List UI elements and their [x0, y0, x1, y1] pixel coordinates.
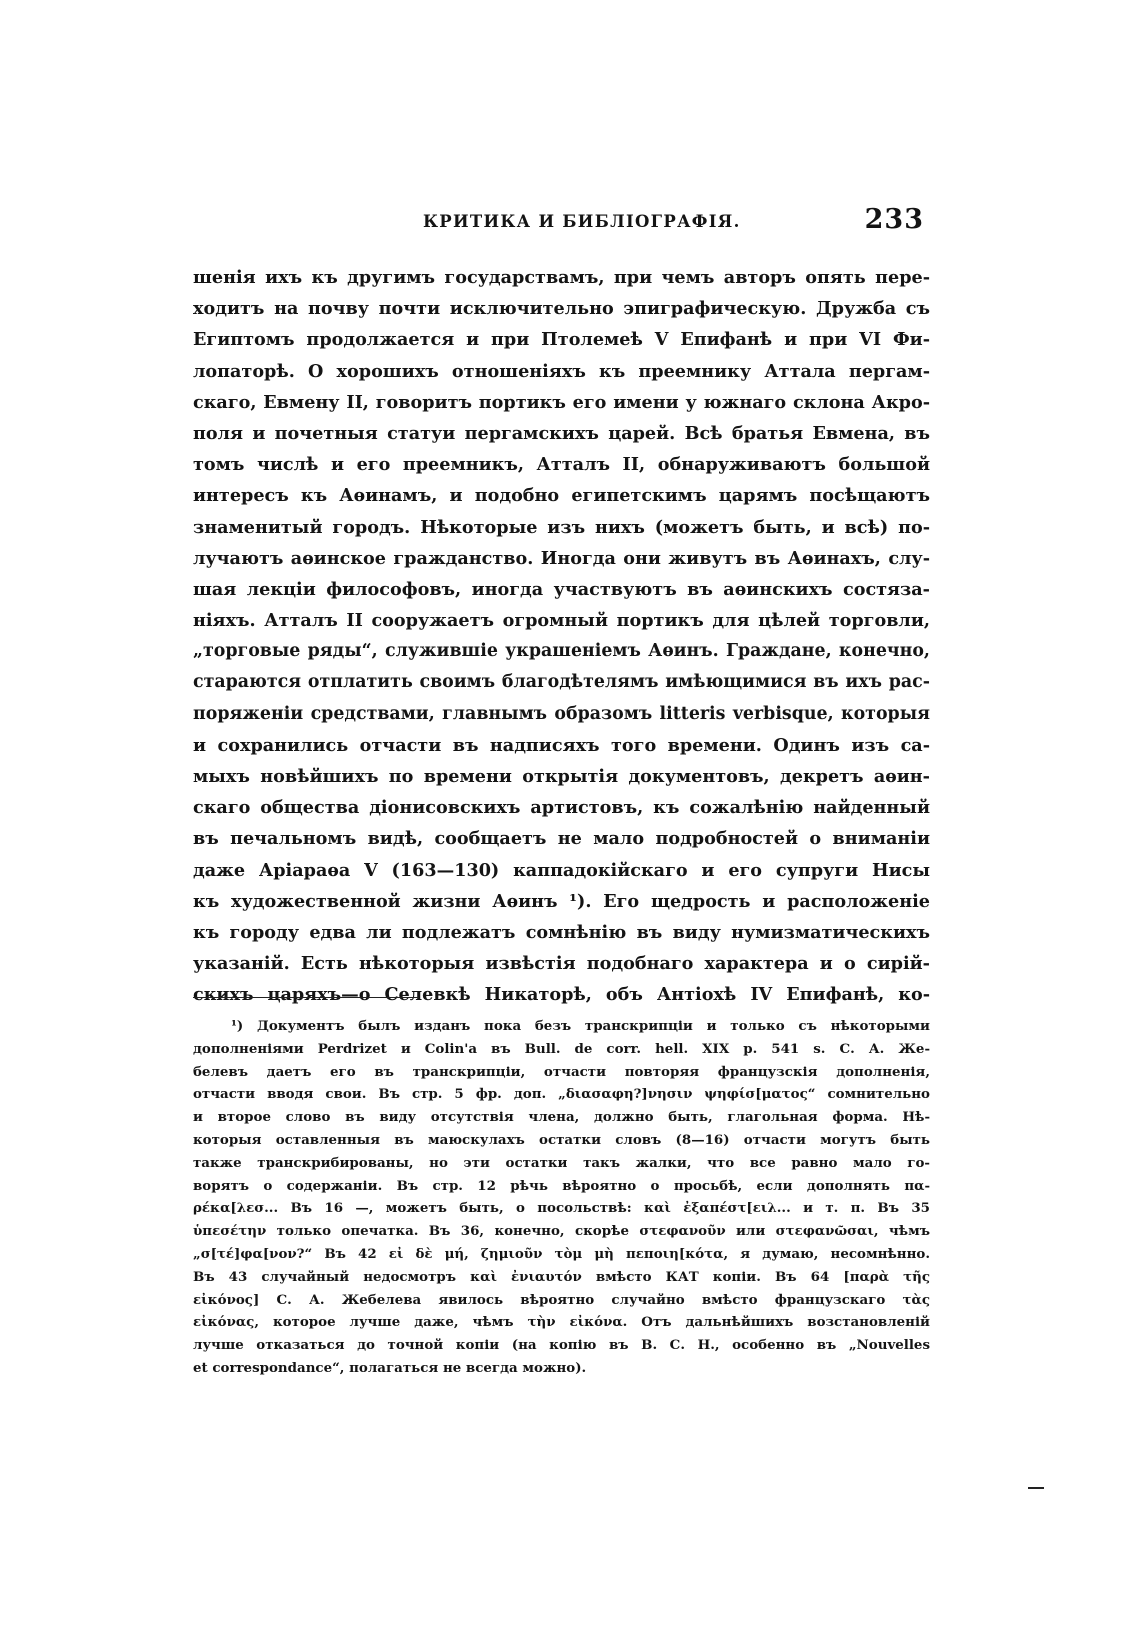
text-line: Египтомъ продолжается и при Птолемеѣ V Епифанѣ и при VI Фи-	[193, 329, 930, 351]
text-line: къ художественной жизни Аѳинъ ¹). Его щедрость и расположеніе	[193, 890, 930, 912]
text-line: томъ числѣ и его преемникъ, Атталъ II, обнаруживаютъ большой	[193, 454, 930, 476]
text-line: ходитъ на почву почти исключительно эпиграфическую. Дружба съ	[193, 298, 930, 320]
text-line: поряженіи средствами, главнымъ образомъ litteris verbisque, которыя	[193, 703, 930, 724]
text-line: скаго, Евмену II, говоритъ портикъ его имени у южнаго склона Акро-	[193, 391, 930, 413]
text-line: къ городу едва ли подлежатъ сомнѣнію въ виду нумизматическихъ	[193, 921, 930, 943]
text-line: скихъ царяхъ—о Селевкѣ Никаторѣ, объ Антіохѣ IV Епифанѣ, ко-	[193, 984, 930, 1006]
margin-mark	[1028, 1487, 1044, 1489]
text-line: интересъ къ Аѳинамъ, и подобно египетскимъ царямъ посѣщаютъ	[193, 485, 930, 507]
text-line: поля и почетныя статуи пергамскихъ царей. Всѣ братья Евмена, въ	[193, 422, 930, 444]
footnote-line: которыя оставленныя въ маюскулахъ остатки словъ (8—16) отчасти могутъ быть	[193, 1131, 930, 1148]
page-header	[193, 204, 930, 248]
footnote-divider	[193, 997, 419, 998]
running-title: КРИТИКА И БИБЛІОГРАФІЯ.	[423, 212, 741, 231]
text-line: лопаторѣ. О хорошихъ отношеніяхъ къ преемнику Аттала пергам-	[193, 360, 930, 382]
footnote-line: и второе слово въ виду отсутствія члена, должно быть, глагольная форма. Нѣ-	[193, 1109, 930, 1126]
main-text	[193, 262, 930, 1011]
footnote	[193, 1015, 930, 1380]
footnote-line: ὑπεσέτην только опечатка. Въ 36, конечно, скорѣе στεφανοῦν или στεφανῶσαι, чѣмъ	[193, 1223, 930, 1240]
footnote-line: ворятъ о содержаніи. Въ стр. 12 рѣчь вѣроятно о просьбѣ, если дополнять πα-	[193, 1177, 930, 1194]
footnote-line: лучше отказаться до точной копіи (на копію въ В. С. Н., особенно въ „Nouvelles	[193, 1337, 930, 1354]
text-line: указаній. Есть нѣкоторыя извѣстія подобнаго характера и о сирій-	[193, 953, 930, 975]
text-line: скаго общества діонисовскихъ артистовъ, къ сожалѣнію найденный	[193, 797, 930, 819]
footnote-line: et correspondance“, полагаться не всегда можно).	[193, 1359, 587, 1376]
text-line: въ печальномъ видѣ, сообщаетъ не мало подробностей о вниманіи	[193, 828, 930, 850]
footnote-line: также транскрибированы, но эти остатки такъ жалки, что все равно мало го-	[193, 1154, 930, 1171]
footnote-line: белевъ даетъ его въ транскрипціи, отчасти повторяя французскія дополненія,	[193, 1063, 930, 1080]
text-line: шенія ихъ къ другимъ государствамъ, при чемъ авторъ опять пере-	[193, 267, 930, 288]
footnote-line: Въ 43 случайный недосмотръ καὶ ἐνιαυτόν вмѣсто КАТ копіи. Въ 64 [παρὰ τῆς	[193, 1268, 930, 1285]
footnote-line: „σ[τέ]φα[νον?“ Въ 42 εἰ δὲ μή, ζημιοῦν τὸμ μὴ πεποιη[κότα, я думаю, несомнѣнно.	[193, 1245, 930, 1262]
text-line: шая лекціи философовъ, иногда участвуютъ въ аѳинскихъ состяза-	[193, 578, 930, 600]
text-line: стараются отплатить своимъ благодѣтелямъ имѣющимися въ ихъ рас-	[193, 672, 930, 693]
footnote-line: ¹) Документъ былъ изданъ пока безъ транскрипціи и только съ нѣкоторыми	[231, 1018, 930, 1034]
text-line: лучаютъ аѳинское гражданство. Иногда они живутъ въ Аѳинахъ, слу-	[193, 547, 930, 569]
footnote-line: ρέκα[λεσ... Въ 16 —, можетъ быть, о посольствѣ: καὶ ἐξαπέστ[ειλ... и т. п. Въ 35	[193, 1200, 930, 1217]
text-line: ніяхъ. Атталъ II сооружаетъ огромный портикъ для цѣлей торговли,	[193, 610, 930, 632]
text-line: знаменитый городъ. Нѣкоторые изъ нихъ (можетъ быть, и всѣ) по-	[193, 516, 930, 538]
footnote-line: отчасти вводя свои. Въ стр. 5 фр. доп. „διασαφη?]νησιν ψηφίσ[ματος“ сомнительно	[193, 1086, 930, 1103]
text-line: даже Аріараѳа V (163—130) каппадокійскаго и его супруги Нисы	[193, 859, 930, 881]
text-line: и сохранились отчасти въ надписяхъ того времени. Одинъ изъ са-	[193, 734, 930, 756]
text-line: „торговые ряды“, служившіе украшеніемъ Аѳинъ. Граждане, конечно,	[193, 641, 930, 662]
page-number: 233	[864, 204, 924, 235]
footnote-line: εἰκόνος] С. А. Жебелева явилось вѣроятно случайно вмѣсто французскаго τὰς	[193, 1291, 930, 1308]
footnote-line: дополненіями Perdrizet и Colin'a въ Bull. de corr. hell. XIX p. 541 s. С. А. Же-	[193, 1040, 930, 1057]
footnote-line: εἰκόνας, которое лучше даже, чѣмъ τὴν εἰκόνα. Отъ дальнѣйшихъ возстановленій	[193, 1314, 930, 1331]
text-line: мыхъ новѣйшихъ по времени открытія документовъ, декретъ аѳин-	[193, 766, 930, 787]
